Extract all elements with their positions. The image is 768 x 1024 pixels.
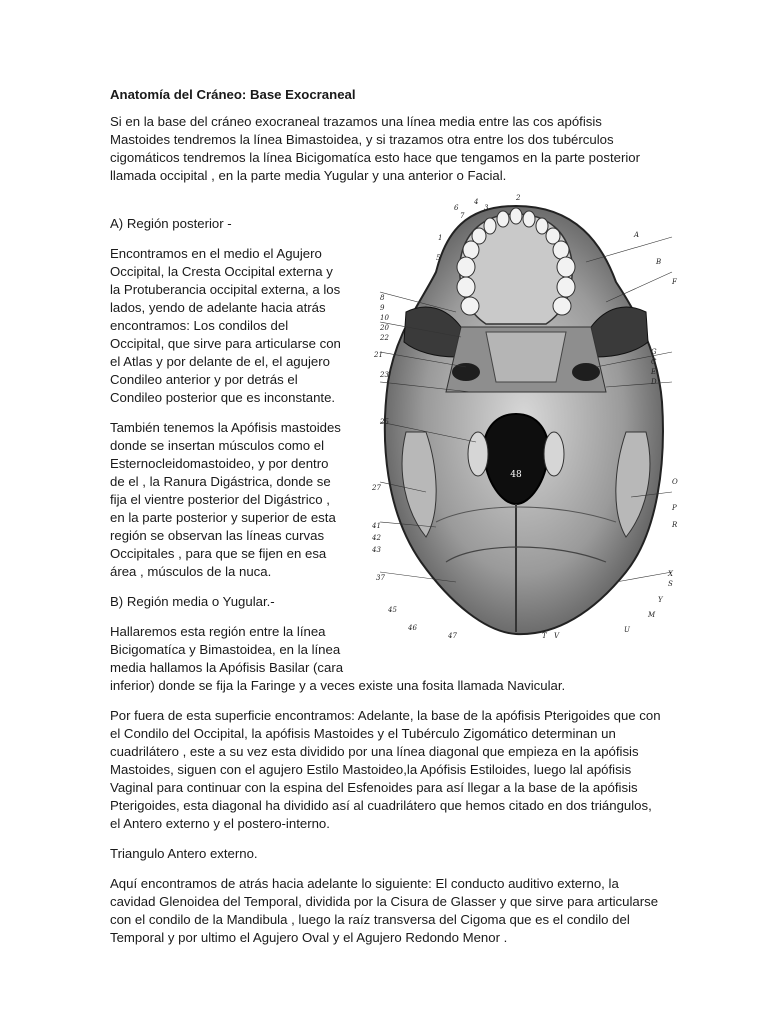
- triangle-paragraph: Aquí encontramos de atrás hacia adelante lo siguiente: El conducto auditivo externo, la cavidad Glenoidea del Temporal, dividida por la Cisura de Glasser y que sirve para articularse con el condilo de la Mandibula , luego la raíz transversa del Cigoma que es el condilo del Temporal y por ultimo el Agujero Oval y el Agujero Redondo Menor .: [110, 876, 659, 945]
- label-43: 43: [372, 546, 381, 554]
- label-x: X: [668, 570, 673, 578]
- label-22: 22: [380, 334, 389, 342]
- label-4: 4: [474, 198, 479, 206]
- label-42: 42: [372, 534, 381, 542]
- label-s: S: [668, 580, 673, 588]
- region-a-paragraph-2: También tenemos la Apófisis mastoides donde se insertan músculos como el Esternocleidomastoideo, y por dentro de el , la Ranura Digástrica, donde se fija el vientre posterior del Digástrico , en la parte posterior y superior de esta región se observan las líneas curvas Occipitales , para que se fijen en esa área , músculos de la nuca.: [110, 420, 341, 579]
- region-a-heading: A) Región posterior -: [110, 216, 232, 231]
- region-b-line-3: media hallamos la Apófisis Basilar (cara: [110, 660, 344, 675]
- triangle-heading: Triangulo Antero externo.: [110, 846, 258, 861]
- label-25: 25: [380, 418, 389, 426]
- region-b-line-1: Hallaremos esta región entre la línea: [110, 624, 326, 639]
- label-e: E: [651, 368, 657, 376]
- label-5: 5: [436, 254, 441, 262]
- label-r: R: [672, 521, 678, 529]
- document-title: Anatomía del Cráneo: Base Exocraneal: [110, 87, 356, 102]
- region-b-paragraph-2: Por fuera de esta superficie encontramos: Adelante, la base de la apófisis Pterigoides que con el Condilo del Occipital, la apófisis Mastoides y el Tubérculo Zigomático determinan un cuadrilátero , este a su vez esta dividido por una línea diagonal que empieza en la apófisis Mastoides, siguen con el agujero Estilo Mastoideo,la Apófisis Estiloides, luego lal apófisis Vaginal para continuar con la espina del Esfenoides para así llegar a la base de la apófisis Pterigoides, esta diagonal ha dividido así al cuadrilátero que hemos citado en dos triángulos, el Antero externo y el postero-interno.: [110, 708, 661, 831]
- label-20: 20: [380, 324, 389, 332]
- label-u: U: [624, 626, 630, 634]
- label-v: V: [554, 632, 560, 640]
- label-3: 3: [484, 204, 489, 212]
- region-b-heading: B) Región media o Yugular.-: [110, 594, 275, 609]
- label-45: 45: [388, 606, 397, 614]
- label-23: 23: [380, 371, 389, 379]
- foramen-magnum-label: 48: [510, 470, 522, 480]
- region-a-paragraph-1: Encontramos en el medio el Agujero Occipital, la Cresta Occipital externa y la Protuberancia occipital externa, a los lados, yendo de adelante hacia atrás encontramos: Los condilos del Occipital, que sirve para articularse con el Atlas y por delante de el, el agujero Condileo anterior y por detrás el Condileo posterior que es inconstante.: [110, 246, 341, 405]
- label-c: C: [651, 358, 657, 366]
- label-a: A: [634, 231, 640, 239]
- region-b-line-rest: inferior) donde se fija la Faringe y a veces existe una fosita llamada Navicular.: [110, 678, 566, 693]
- label-t: T: [542, 632, 547, 640]
- label-m: M: [648, 611, 656, 619]
- label-7: 7: [460, 212, 465, 220]
- label-p: P: [672, 504, 677, 512]
- skull-base-drawing: [366, 192, 686, 642]
- label-47: 47: [448, 632, 457, 640]
- label-y: Y: [658, 596, 663, 604]
- skull-base-illustration: [366, 192, 686, 642]
- label-6: 6: [454, 204, 459, 212]
- label-1: 1: [438, 234, 443, 242]
- region-b-line-2: Bicigomatíca y Bimastoidea, en la línea: [110, 642, 341, 657]
- label-37: 37: [376, 574, 385, 582]
- label-g: G: [651, 348, 657, 356]
- intro-paragraph: Si en la base del cráneo exocraneal trazamos una línea media entre las cos apófisis Mastoides tendremos la línea Bimastoidea, y si trazamos otra entre los dos tubérculos cigomáticos tendremos la línea Bicigomatíca esto hace que tengamos en la parte posterior llamada occipital , en la parte media Yugular y una anterior o Facial.: [110, 114, 640, 183]
- wrapped-column: [110, 215, 342, 611]
- label-f: F: [672, 278, 677, 286]
- label-b: B: [656, 258, 662, 266]
- label-2: 2: [516, 194, 521, 202]
- label-27: 27: [372, 484, 381, 492]
- label-10: 10: [380, 314, 389, 322]
- label-9: 9: [380, 304, 385, 312]
- label-21: 21: [374, 351, 383, 359]
- label-o: O: [672, 478, 678, 486]
- label-8: 8: [380, 294, 385, 302]
- label-d: D: [651, 378, 657, 386]
- label-46: 46: [408, 624, 417, 632]
- label-41: 41: [372, 522, 381, 530]
